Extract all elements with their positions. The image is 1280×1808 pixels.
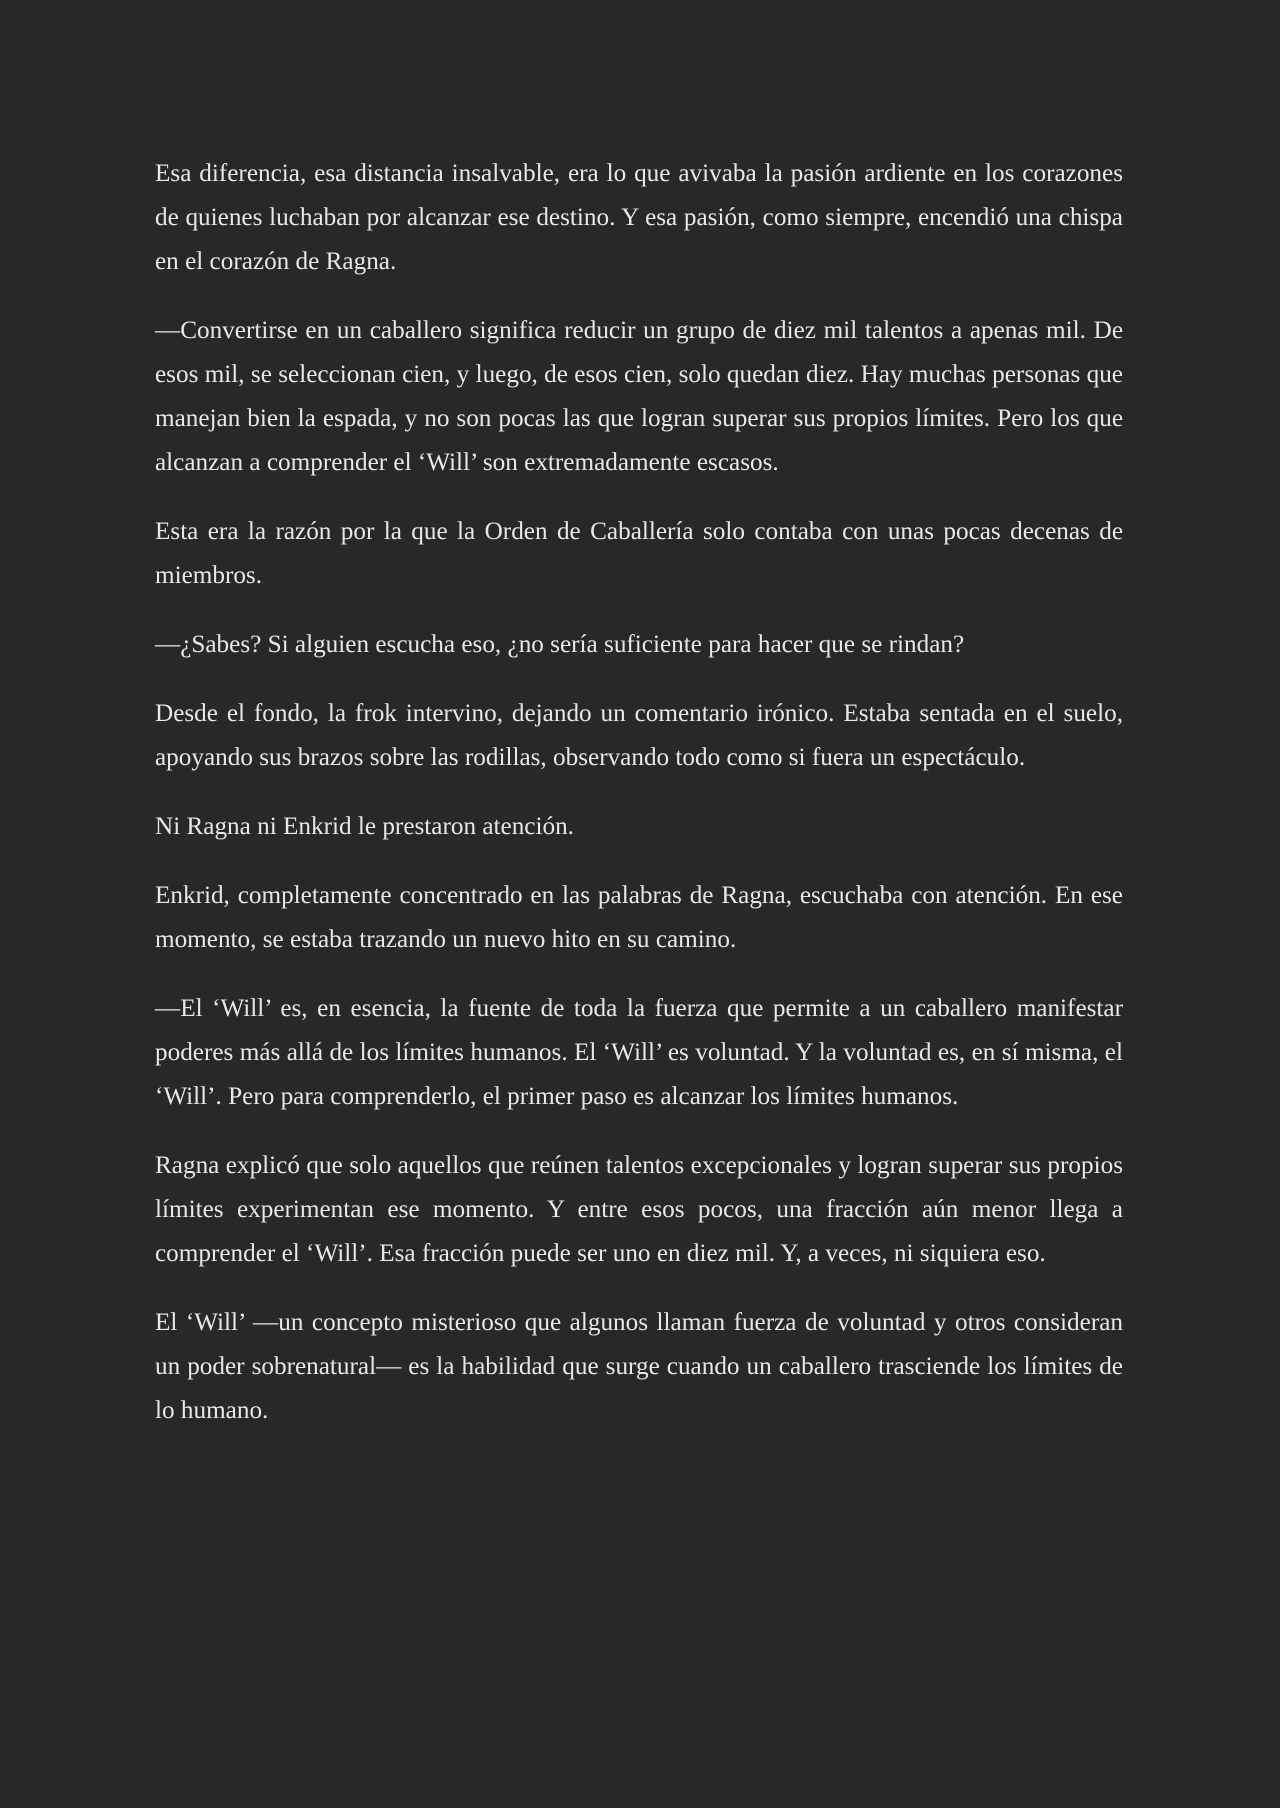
paragraph-2: —Convertirse en un caballero significa reducir un grupo de diez mil talentos a apenas mil. De esos mil, se seleccionan cien, y luego, de esos cien, solo quedan diez. Hay muchas personas que manejan bien la espada, y no son pocas las que logran superar sus propios límites. Pero los que alcanzan a comprender el ‘Will’ son extremadamente escasos. xyxy=(155,317,1123,476)
paragraph-1: Esa diferencia, esa distancia insalvable, era lo que avivaba la pasión ardiente en los corazones de quienes luchaban por alcanzar ese destino. Y esa pasión, como siempre, encendió una chispa en el corazón de Ragna. xyxy=(155,160,1123,275)
paragraph-3: Esta era la razón por la que la Orden de Caballería solo contaba con unas pocas decenas de miembros. xyxy=(155,518,1123,589)
document-body xyxy=(155,152,1123,1458)
paragraph-7: Enkrid, completamente concentrado en las palabras de Ragna, escuchaba con atención. En ese momento, se estaba trazando un nuevo hito en su camino. xyxy=(155,882,1123,953)
paragraph-4: —¿Sabes? Si alguien escucha eso, ¿no sería suficiente para hacer que se rindan? xyxy=(155,631,965,658)
paragraph-9: Ragna explicó que solo aquellos que reúnen talentos excepcionales y logran superar sus propios límites experimentan ese momento. Y entre esos pocos, una fracción aún menor llega a comprender el ‘Will’. Esa fracción puede ser uno en diez mil. Y, a veces, ni siquiera eso. xyxy=(155,1152,1123,1267)
paragraph-8: —El ‘Will’ es, en esencia, la fuente de toda la fuerza que permite a un caballero manifestar poderes más allá de los límites humanos. El ‘Will’ es voluntad. Y la voluntad es, en sí misma, el ‘Will’. Pero para comprenderlo, el primer paso es alcanzar los límites humanos. xyxy=(155,995,1123,1110)
paragraph-5: Desde el fondo, la frok intervino, dejando un comentario irónico. Estaba sentada en el suelo, apoyando sus brazos sobre las rodillas, observando todo como si fuera un espectáculo. xyxy=(155,700,1123,771)
paragraph-10: El ‘Will’ —un concepto misterioso que algunos llaman fuerza de voluntad y otros consideran un poder sobrenatural— es la habilidad que surge cuando un caballero trasciende los límites de lo humano. xyxy=(155,1309,1123,1424)
paragraph-6: Ni Ragna ni Enkrid le prestaron atención. xyxy=(155,813,574,840)
